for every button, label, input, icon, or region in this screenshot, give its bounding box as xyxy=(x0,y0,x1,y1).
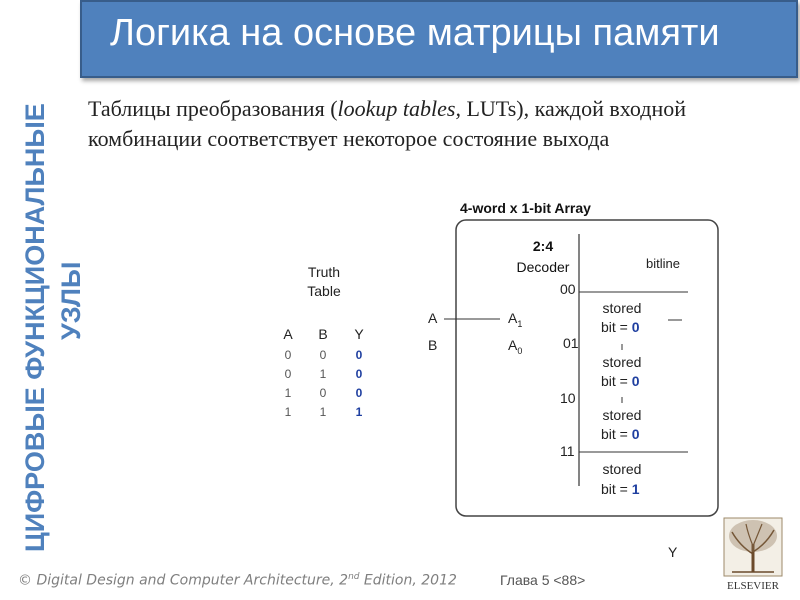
cell-value-text: bit = 1 xyxy=(601,481,640,497)
cell-label-line1: stored xyxy=(602,461,642,477)
word-address: 01 xyxy=(563,335,579,351)
body-paragraph xyxy=(88,94,768,154)
output-y-label: Y xyxy=(668,544,678,560)
body-text-italic: lookup tables, xyxy=(337,96,461,121)
truth-table-cell: 1 xyxy=(284,405,292,419)
body-text-start: Таблицы преобразования ( xyxy=(88,96,338,121)
decoder-input-a0: $A_0$ xyxy=(508,337,523,356)
truth-table-header: B xyxy=(318,326,328,342)
footer-copyright: © Digital Design and Computer Architecture, 2nd Edition, 2012 xyxy=(18,572,457,589)
memory-cell xyxy=(601,407,641,442)
cell-label-line1: stored xyxy=(602,407,642,423)
array-title: 4-word x 1-bit Array xyxy=(460,200,591,216)
memory-cell xyxy=(601,461,641,497)
truth-table-cell: 0 xyxy=(319,348,327,362)
decoder-input-a1: $A_1$ xyxy=(508,310,523,329)
truth-table xyxy=(283,264,364,419)
truth-table-title-line2: Table xyxy=(307,283,341,299)
vertical-label-line1: ЦИФРОВЫЕ ФУНКЦИОНАЛЬНЫЕ xyxy=(20,103,50,552)
cell-value-text: bit = 0 xyxy=(601,373,640,389)
elsevier-logo xyxy=(718,514,788,594)
cell-value-text: bit = 0 xyxy=(601,319,640,335)
truth-table-cell: 1 xyxy=(355,405,363,419)
truth-table-cell: 0 xyxy=(319,386,327,400)
title-bar xyxy=(80,0,798,78)
vertical-label-line2: УЗЛЫ xyxy=(56,261,86,340)
input-b-label: B xyxy=(428,337,438,353)
word-address: 10 xyxy=(560,390,576,406)
lut-diagram xyxy=(270,196,730,566)
truth-table-cell: 1 xyxy=(319,367,327,381)
truth-table-header: A xyxy=(283,326,293,342)
body-text-end: LUTs), каждой входной комбинации соответствует некоторое состояние выхода xyxy=(88,96,687,151)
decoder-label-line2: Decoder xyxy=(516,259,570,275)
truth-table-cell: 1 xyxy=(319,405,327,419)
cell-label-line1: stored xyxy=(602,354,642,370)
truth-table-cell: 0 xyxy=(355,386,363,400)
word-address: 00 xyxy=(560,281,576,297)
tree-icon xyxy=(724,518,782,576)
truth-table-cell: 0 xyxy=(355,367,363,381)
truth-table-cell: 0 xyxy=(284,348,292,362)
word-address: 11 xyxy=(560,443,575,459)
truth-table-title-line1: Truth xyxy=(307,264,341,280)
cell-value-text: bit = 0 xyxy=(601,426,640,442)
input-a-label: A xyxy=(428,310,438,326)
footer-chapter: Глава 5 <88> xyxy=(500,572,586,588)
logo-text: ELSEVIER xyxy=(727,580,779,592)
truth-table-cell: 0 xyxy=(355,348,363,362)
truth-table-header: Y xyxy=(354,326,364,342)
bitline-label: bitline xyxy=(646,256,680,271)
memory-cell xyxy=(601,354,641,403)
memory-cell xyxy=(601,300,641,350)
memory-array xyxy=(428,200,718,516)
vertical-section-label xyxy=(0,40,86,560)
truth-table-cell: 0 xyxy=(284,367,292,381)
decoder-label-line1: 2:4 xyxy=(532,238,554,254)
cell-label-line1: stored xyxy=(602,300,642,316)
truth-table-cell: 1 xyxy=(284,386,292,400)
slide-title: Логика на основе матрицы памяти xyxy=(110,12,720,54)
